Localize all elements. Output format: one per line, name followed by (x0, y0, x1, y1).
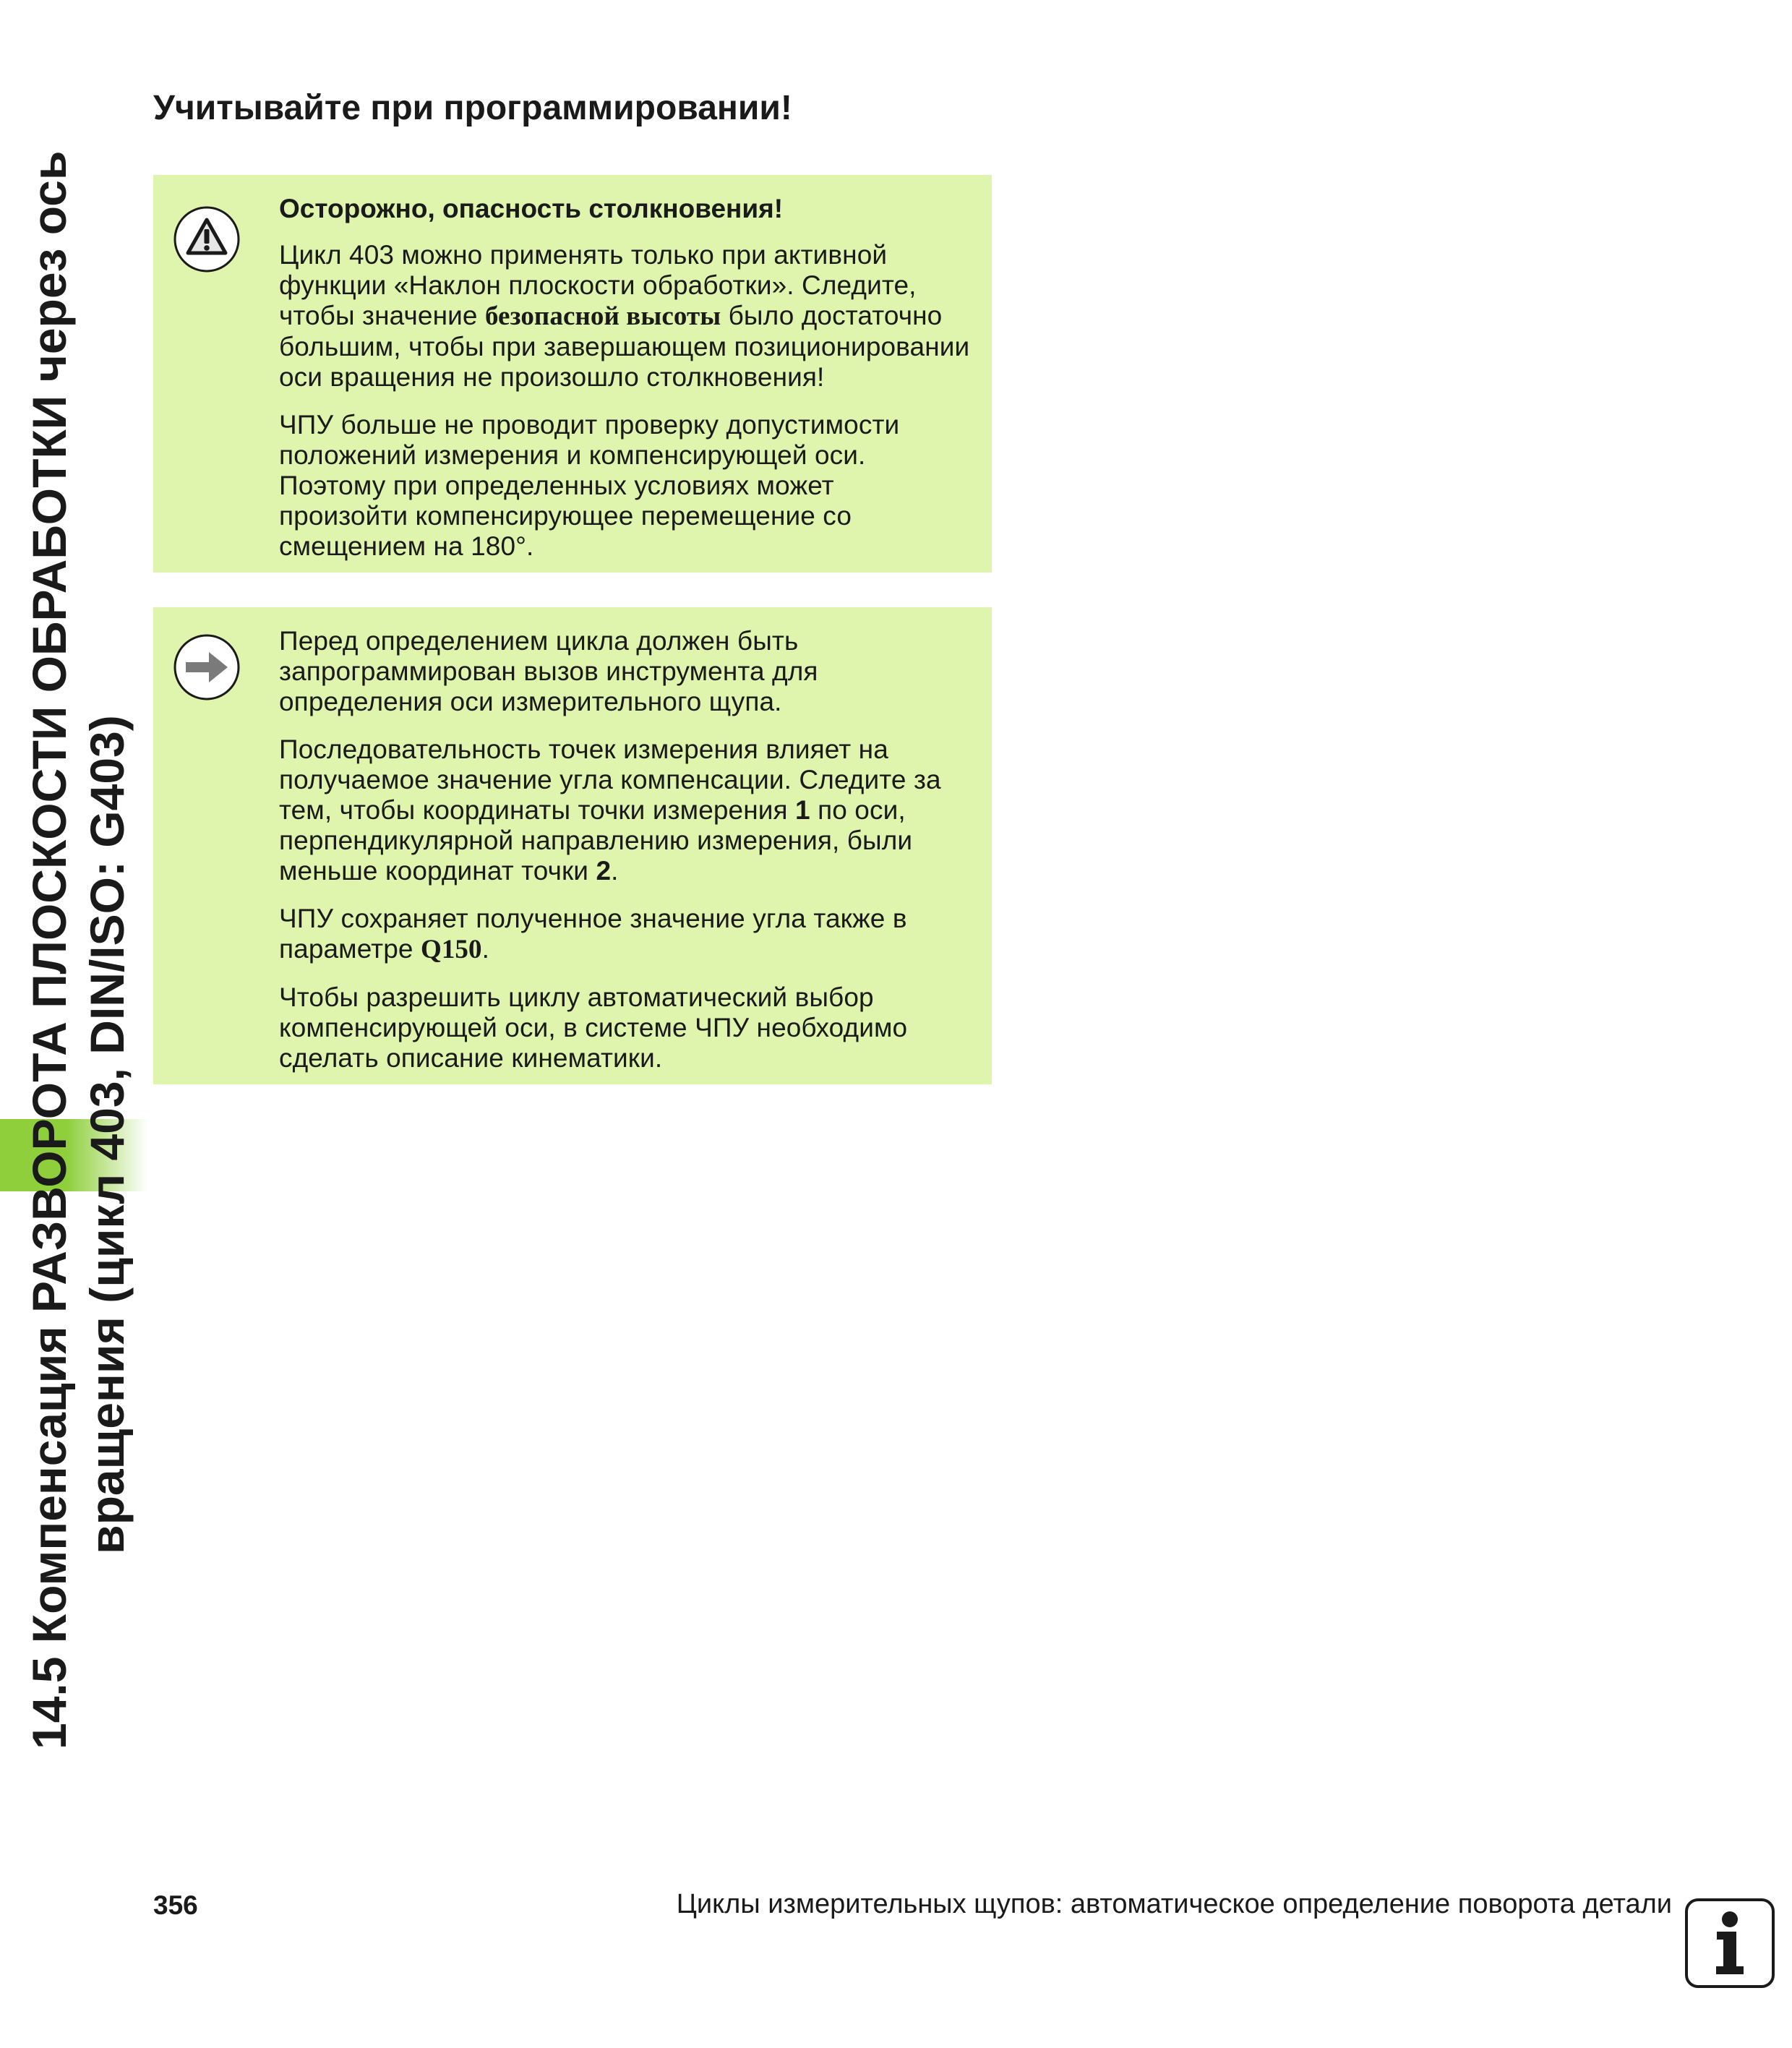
arrow-right-icon (173, 633, 241, 701)
side-section-title (20, 87, 143, 1749)
programming-note-box (153, 607, 992, 1084)
warning-triangle-icon (173, 205, 241, 273)
q150-parameter: Q150 (420, 935, 482, 964)
page-number: 356 (153, 1890, 198, 1920)
note-paragraph-1: Перед определением цикла должен быть запрограммирован вызов инструмента для определения оси измерительного щупа. (279, 626, 818, 716)
note-paragraph-2: Последовательность точек измерения влияет на получаемое значение угла компенсации. Следите за тем, чтобы координаты точки измерения 1 по оси, перпендикулярной направлению измерения, были меньше координат точки 2. (279, 734, 941, 886)
note-paragraph-3: ЧПУ сохраняет полученное значение угла также в параметре Q150. (279, 904, 907, 964)
warning-title: Осторожно, опасность столкновения! (279, 194, 784, 223)
side-title-line2: вращения (цикл 403, DIN/ISO: G403) (80, 715, 134, 1554)
footer-chapter-title: Циклы измерительных щупов: автоматическое определение поворота детали (676, 1889, 1672, 1919)
warning-paragraph-1: Цикл 403 можно применять только при активной функции «Наклон плоскости обработки». Следите, чтобы значение безопасной высоты было достаточно большим, чтобы при завершающем позиционировании оси вращения не произошло столкновения! (279, 240, 970, 392)
section-heading: Учитывайте при программировании! (153, 89, 792, 127)
side-title-line1: 14.5 Компенсация РАЗВОРОТА ПЛОСКОСТИ ОБРАБОТКИ через ось (22, 150, 76, 1749)
collision-warning-box (153, 175, 992, 573)
safety-height-term: безопасной высоты (484, 301, 721, 331)
info-icon[interactable] (1684, 1898, 1775, 1989)
note-paragraph-4: Чтобы разрешить циклу автоматический выбор компенсирующей оси, в системе ЧПУ необходимо сделать описание кинематики. (279, 982, 908, 1073)
warning-paragraph-2: ЧПУ больше не проводит проверку допустимости положений измерения и компенсирующей оси. Поэтому при определенных условиях может произойти компенсирующее перемещение со смещением на 180°. (279, 410, 900, 561)
